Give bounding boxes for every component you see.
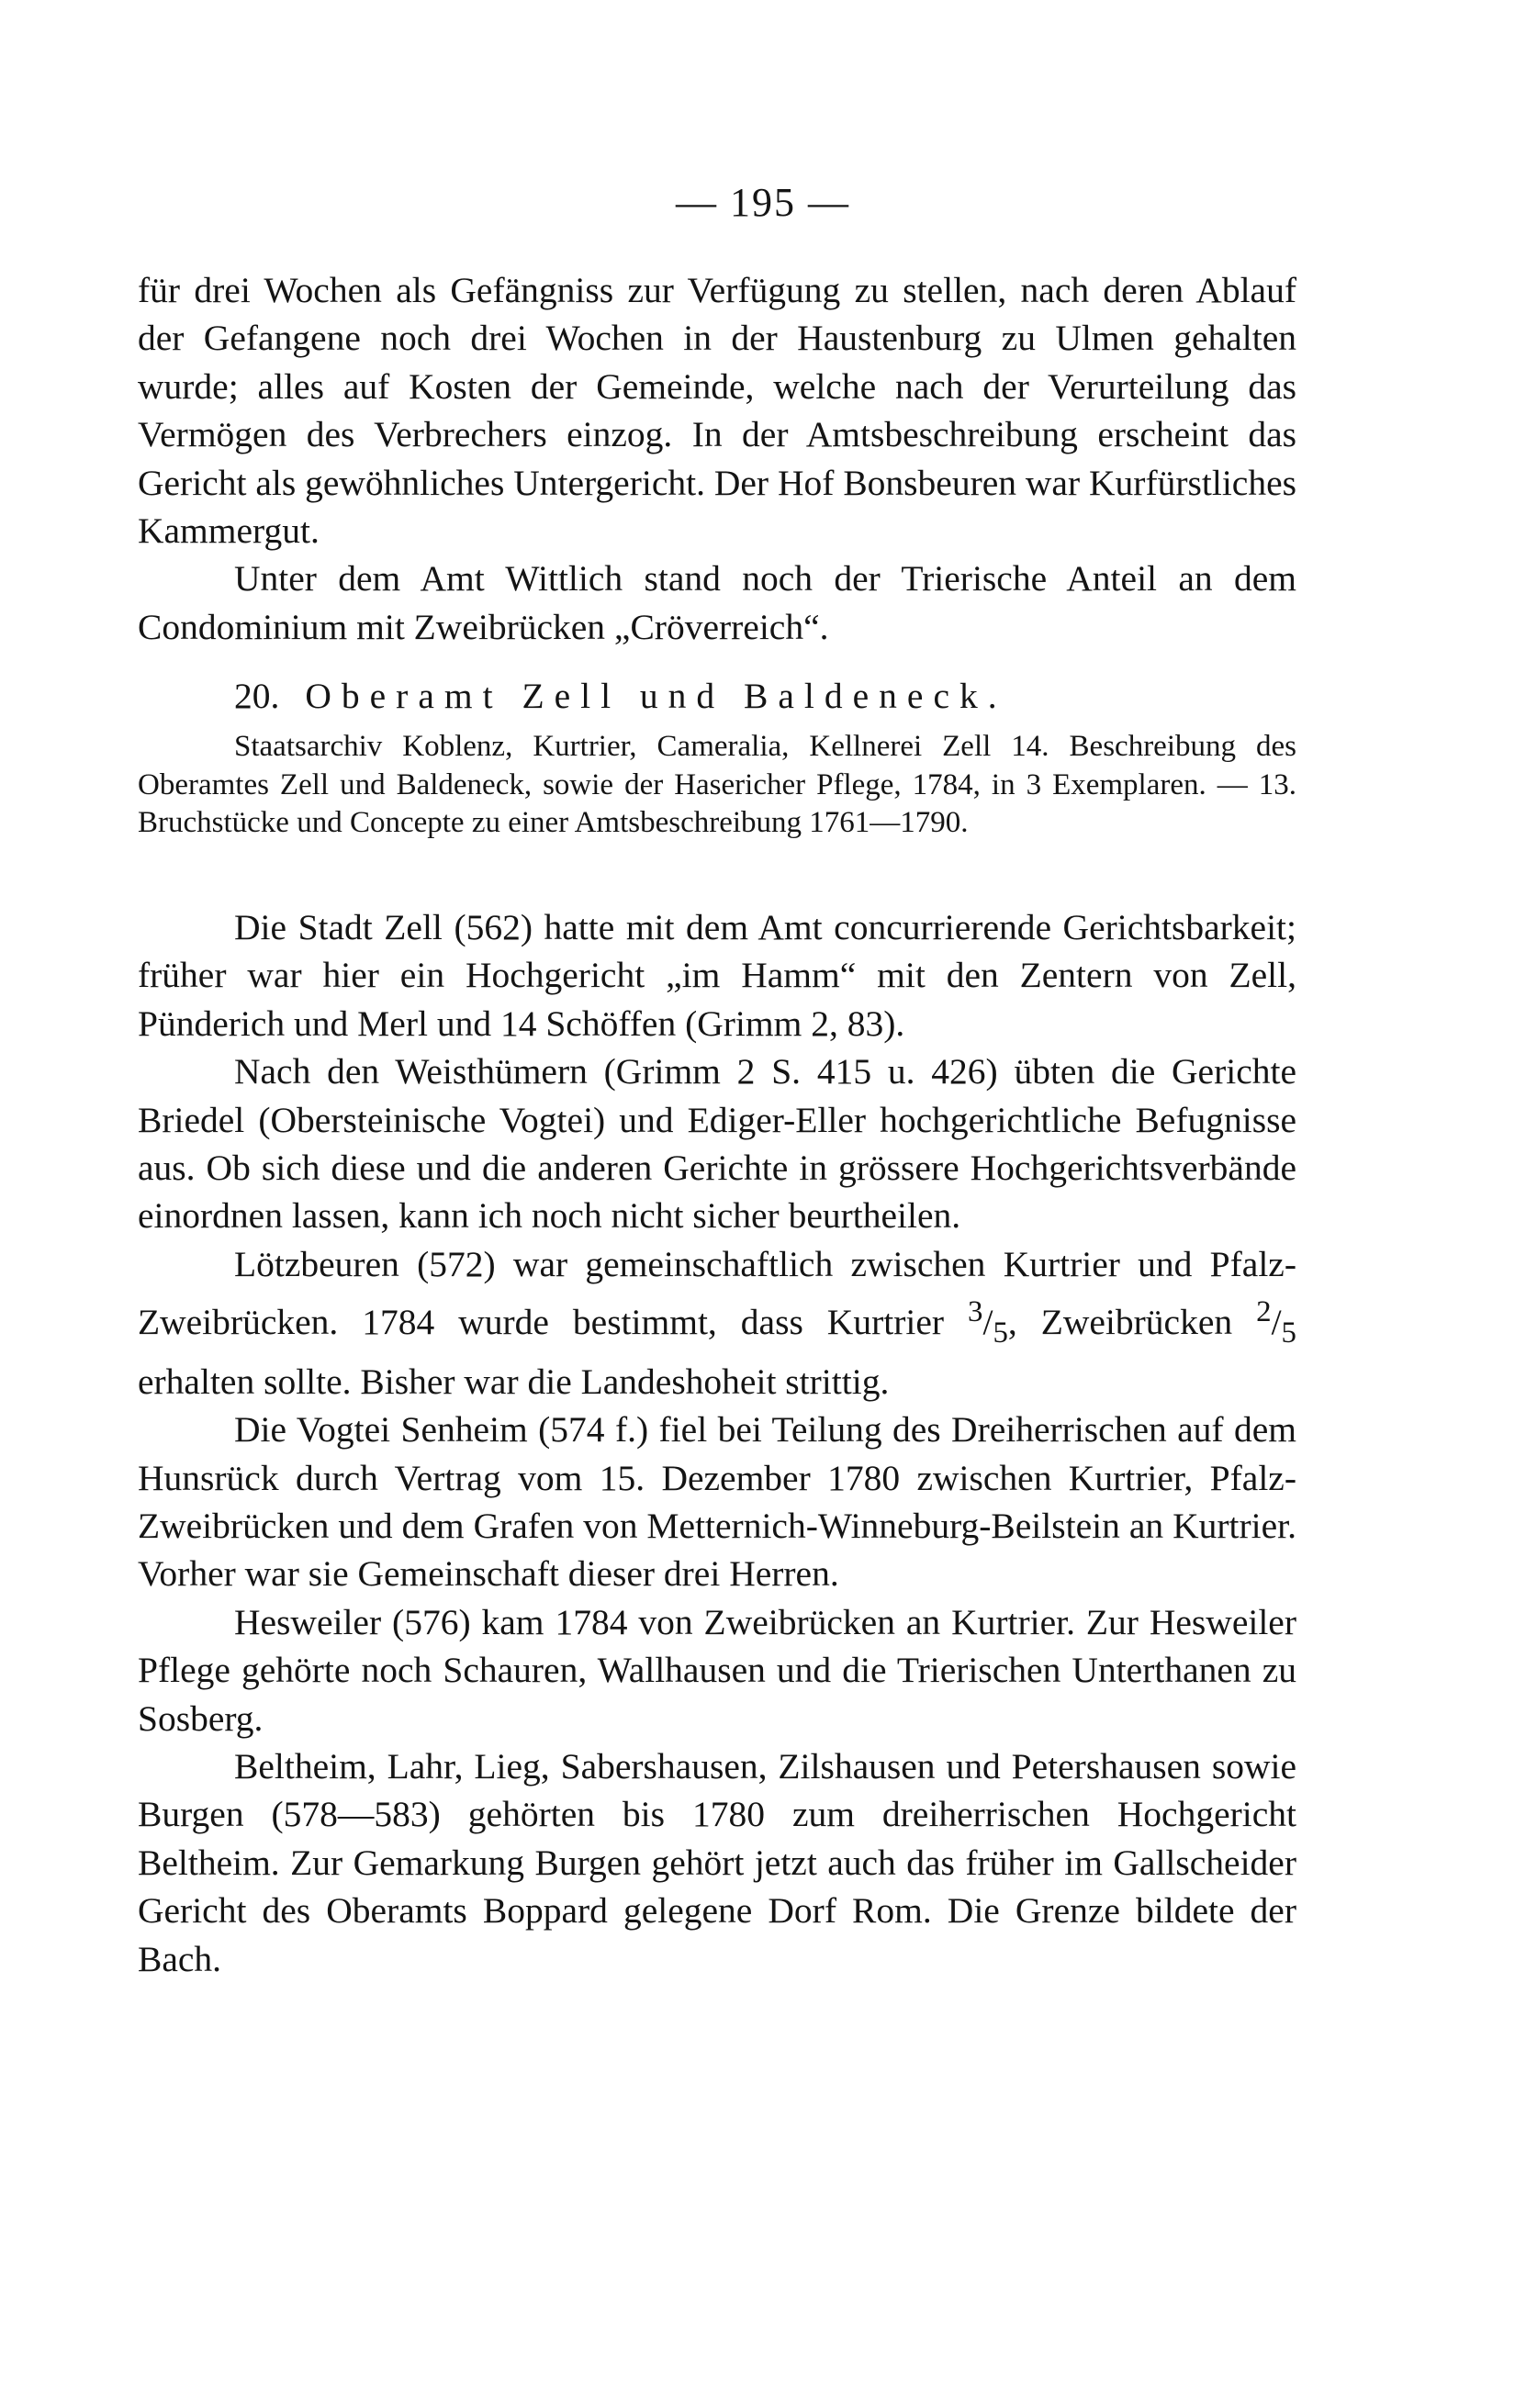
fraction-numerator: 3 xyxy=(968,1295,983,1329)
paragraph-loetzbeuren: Lötzbeuren (572) war gemeinschaftlich zwischen Kurtrier und Pfalz-Zweibrücken. 1784 wurde bestimmt, dass Kurtrier $^3/_5$, Zweibrücken $^2/_5$ erhalten sollte. Bisher war die Landeshoheit strittig. xyxy=(138,1243,1296,1402)
paragraph-beltheim: Beltheim, Lahr, Lieg, Sabershausen, Zilshausen und Petershausen sowie Burgen (578—583) gehörten bis 1780 zum dreiherrischen Hochgericht Beltheim. Zur Gemarkung Burgen gehört jetzt auch das früher im Gallscheider Gericht des Oberamts Boppard gelegene Dorf Rom. Die Grenze bildete der Bach. xyxy=(138,1745,1296,1979)
main-text xyxy=(138,903,1296,1983)
section-heading-block xyxy=(138,672,1296,720)
fraction-denominator: 5 xyxy=(1281,1316,1296,1350)
paragraph-weisthuemer: Nach den Weisthümern (Grimm 2 S. 415 u. 426) übten die Gerichte Briedel (Obersteinische Vogtei) und Ediger-Eller hochgerichtliche Befugnisse aus. Ob sich diese und die anderen Gerichte in grössere Hochgerichtsverbände einordnen lassen, kann ich noch nicht sicher beurtheilen. xyxy=(138,1051,1296,1237)
sources-text: Staatsarchiv Koblenz, Kurtrier, Cameralia, Kellnerei Zell 14. Beschreibung des Oberamtes Zell und Baldeneck, sowie der Hasericher Pflege, 1784, in 3 Exemplaren. — 13. Bruchstücke und Concepte zu einer Amtsbeschreibung 1761—1790. xyxy=(138,730,1296,839)
paragraph-zell: Die Stadt Zell (562) hatte mit dem Amt concurrierende Gerichtsbarkeit; früher war hier ein Hochgericht „im Hamm“ mit den Zentern von Zell, Pünderich und Merl und 14 Schöffen (Grimm 2, 83). xyxy=(138,907,1296,1044)
fraction-denominator: 5 xyxy=(993,1316,1008,1350)
section-heading xyxy=(138,672,1296,720)
paragraph-wittlich: Unter dem Amt Wittlich stand noch der Trierische Anteil an dem Condominium mit Zweibrücken „Cröverreich“. xyxy=(138,558,1296,647)
loetzbeuren-text-start: Lötzbeuren (572) war gemeinschaftlich zwischen Kurtrier und Pfalz-Zweibrücken. 1784 wurde bestimmt, dass Kurtrier xyxy=(138,1243,1296,1343)
paragraph-continued: für drei Wochen als Gefängniss zur Verfügung zu stellen, nach deren Ablauf der Gefangene noch drei Wochen in der Haustenburg zu Ulmen gehalten wurde; alles auf Kosten der Gemeinde, welche nach der Verurteilung das Vermögen des Verbrechers einzog. In der Amtsbeschreibung erscheint das Gericht als gewöhnliches Untergericht. Der Hof Bonsbeuren war Kurfürstliches Kammergut. xyxy=(138,270,1296,552)
paragraph-hesweiler: Hesweiler (576) kam 1784 von Zweibrücken an Kurtrier. Zur Hesweiler Pflege gehörte noch Schauren, Wallhausen und die Trierischen Unterthanen zu Sosberg. xyxy=(138,1601,1296,1739)
section-number: 20. xyxy=(234,676,280,716)
continued-text xyxy=(138,266,1296,651)
fraction-numerator: 2 xyxy=(1256,1295,1272,1329)
sources-note xyxy=(138,728,1296,843)
page-number: — 195 — xyxy=(676,180,850,225)
loetzbeuren-text-end: erhalten sollte. Bisher war die Landeshoheit strittig. xyxy=(138,1361,890,1402)
loetzbeuren-text-middle: , Zweibrücken xyxy=(1007,1302,1257,1343)
section-title: Oberamt Zell und Baldeneck. xyxy=(305,676,1007,716)
paragraph-senheim: Die Vogtei Senheim (574 f.) fiel bei Teilung des Dreiherrischen auf dem Hunsrück durch Vertrag vom 15. Dezember 1780 zwischen Kurtrier, Pfalz-Zweibrücken und dem Grafen von Metternich-Winneburg-Beilstein an Kurtrier. Vorher war sie Gemeinschaft dieser drei Herren. xyxy=(138,1409,1296,1595)
